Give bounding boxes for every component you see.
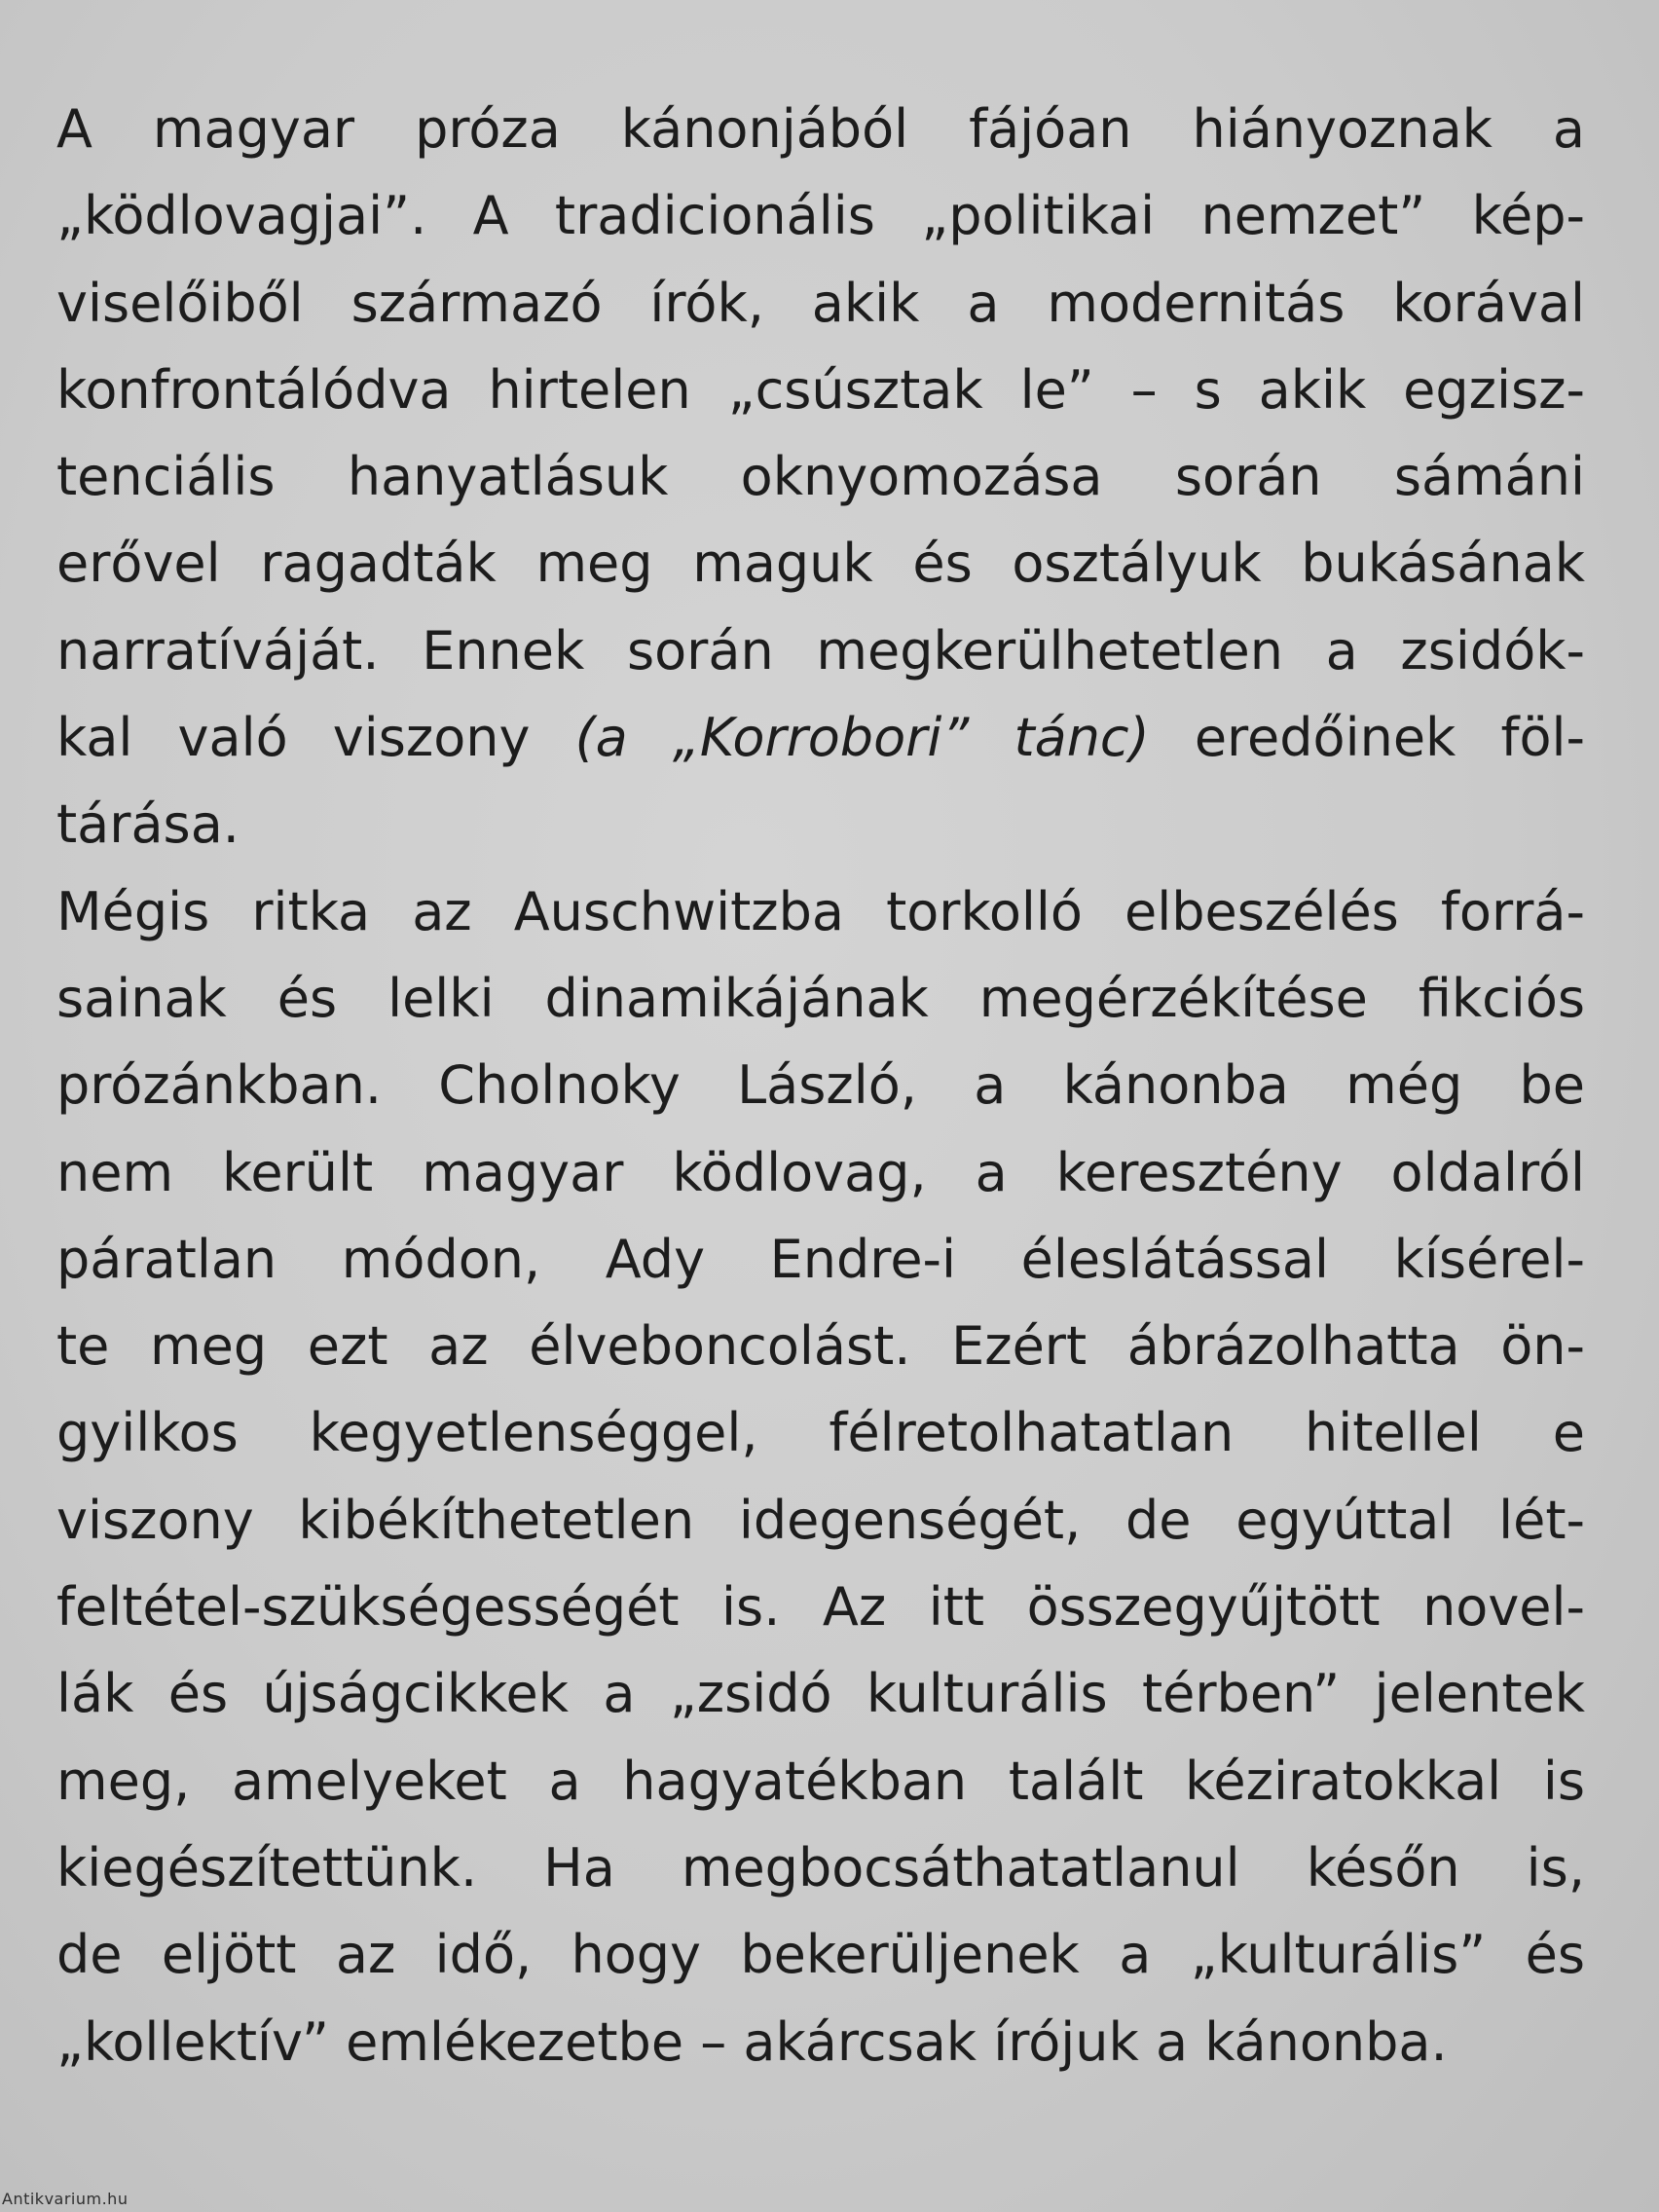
text-line: gyilkos kegyetlenséggel, félretolhatatlan hitellel e [56,1402,1585,1464]
text-line: páratlan módon, Ady Endre-i éleslátással kísérel- [56,1228,1585,1290]
text-line: sainak és lelki dinamikájának megérzékítése fikciós [56,967,1585,1029]
text-line: lák és újságcikkek a „zsidó kulturális térben” jelentek [56,1663,1585,1725]
text-line: „kollektív” emlékezetbe – akárcsak írójuk a kánonba. [56,2010,1448,2073]
text-line: „ködlovagjai”. A tradicionális „politikai nemzet” kép- [56,185,1585,247]
text-line: feltétel-szükségességét is. Az itt összegyűjtött novel- [56,1576,1585,1639]
text-line: konfrontálódva hirtelen „csúsztak le” – s akik egzisz- [56,358,1585,421]
body-text [56,86,1585,2085]
text-line: tenciális hanyatlásuk oknyomozása során sámáni [56,446,1585,508]
text-line: meg, amelyeket a hagyatékban talált kéziratokkal is [56,1750,1585,1812]
text-line: prózánkban. Cholnoky László, a kánonba még be [56,1054,1585,1117]
watermark: Antikvarium.hu [2,2190,129,2208]
italic-title: (a „Korrobori” tánc) [574,707,1150,769]
text-line: narratíváját. Ennek során megkerülhetetlen a zsidók- [56,619,1585,682]
text-line: A magyar próza kánonjából fájóan hiányoznak a [56,98,1585,160]
text-line: kiegészítettünk. Ha megbocsáthatatlanul későn is, [56,1836,1585,1899]
text-line: te meg ezt az élveboncolást. Ezért ábrázolhatta ön- [56,1315,1585,1378]
text-line-with-italic [56,694,1585,781]
text-line: erővel ragadták meg maguk és osztályuk bukásának [56,533,1585,595]
text-line: nem került magyar ködlovag, a keresztény oldalról [56,1141,1585,1203]
text-line: de eljött az idő, hogy bekerüljenek a „kulturális” és [56,1924,1585,1986]
text-line: tárása. [56,793,240,856]
text-segment: kal való viszony [56,707,575,769]
text-line: viselőiből származó írók, akik a modernitás korával [56,272,1585,334]
text-line: Mégis ritka az Auschwitzba torkolló elbeszélés forrá- [56,880,1585,942]
text-line: viszony kibékíthetetlen idegenségét, de egyúttal lét- [56,1489,1585,1551]
text-segment: eredőinek föl- [1149,707,1585,769]
